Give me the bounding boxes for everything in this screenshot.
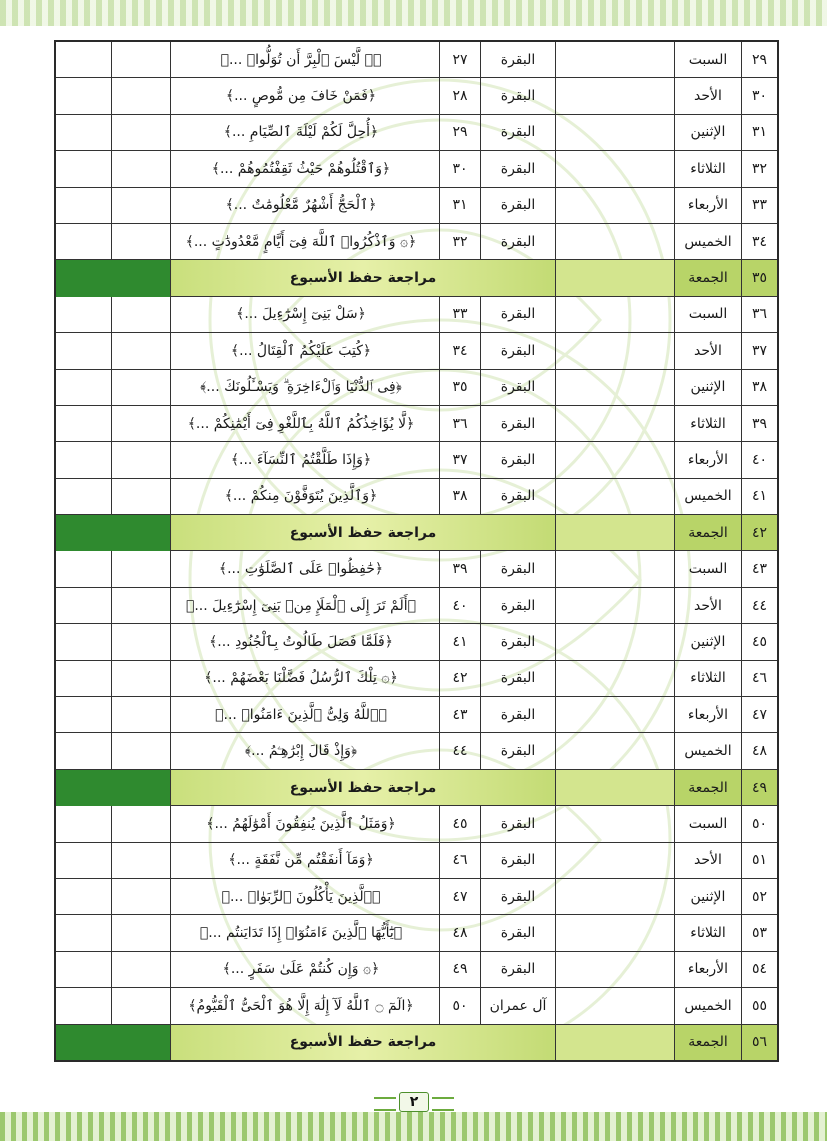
table-row <box>55 405 778 441</box>
check-cell <box>112 697 171 733</box>
notes-cell <box>556 587 675 623</box>
table-row <box>55 223 778 259</box>
check-cell <box>112 769 171 805</box>
verse-start: ﴿وَمَثَلُ ٱلَّذِينَ يُنفِقُونَ أَمْوَٰلَهُمُ ...﴾ <box>171 806 440 842</box>
check-cell <box>55 951 112 987</box>
notes-cell <box>556 769 675 805</box>
check-cell <box>55 624 112 660</box>
surah-name: البقرة <box>481 915 556 951</box>
day-name: الخميس <box>675 988 742 1024</box>
review-row <box>55 1024 778 1061</box>
check-cell <box>112 733 171 769</box>
notes-cell <box>556 915 675 951</box>
row-number: ٥٢ <box>742 878 779 914</box>
check-cell <box>112 842 171 878</box>
row-number: ٤٨ <box>742 733 779 769</box>
page-number: ٢ <box>399 1092 429 1112</box>
row-number: ٤١ <box>742 478 779 514</box>
surah-name: البقرة <box>481 697 556 733</box>
check-cell <box>112 951 171 987</box>
notes-cell <box>556 951 675 987</box>
verse-start: ﴿سَلْ بَنِىٓ إِسْرَٰٓءِيلَ ...﴾ <box>171 296 440 332</box>
check-cell <box>112 442 171 478</box>
check-cell <box>112 478 171 514</box>
verse-start: ﴿۞ تِلْكَ ٱلرُّسُلُ فَضَّلْنَا بَعْضَهُمْ ...﴾ <box>171 660 440 696</box>
notes-cell <box>556 515 675 551</box>
check-cell <box>55 515 112 551</box>
check-cell <box>112 806 171 842</box>
notes-cell <box>556 806 675 842</box>
memorization-schedule-table <box>54 40 779 1062</box>
table-row <box>55 624 778 660</box>
check-cell <box>112 878 171 914</box>
row-number: ٥٠ <box>742 806 779 842</box>
row-number: ٣٠ <box>742 78 779 114</box>
lesson-page: ٣٨ <box>440 478 481 514</box>
lesson-page: ٤٦ <box>440 842 481 878</box>
table-row <box>55 551 778 587</box>
verse-start: ﴿وَإِذْ قَالَ إِبْرَٰهِـۧمُ ...﴾ <box>171 733 440 769</box>
check-cell <box>55 806 112 842</box>
lesson-page: ٤١ <box>440 624 481 660</box>
check-cell <box>55 1024 112 1061</box>
day-name: الأحد <box>675 842 742 878</box>
day-name: الثلاثاء <box>675 405 742 441</box>
table-row <box>55 114 778 150</box>
page-number-badge <box>374 1091 454 1113</box>
check-cell <box>55 733 112 769</box>
check-cell <box>112 296 171 332</box>
verse-start: ﴿أُحِلَّ لَكُمْ لَيْلَةَ ٱلصِّيَامِ ...﴾ <box>171 114 440 150</box>
table-row <box>55 187 778 223</box>
notes-cell <box>556 114 675 150</box>
lesson-page: ٣٣ <box>440 296 481 332</box>
table-row <box>55 41 778 78</box>
row-number: ٣٤ <box>742 223 779 259</box>
day-name: الإثنين <box>675 369 742 405</box>
lesson-page: ٣٦ <box>440 405 481 441</box>
day-name: السبت <box>675 806 742 842</box>
verse-start: ﴿الٓمٓ ۝ ٱللَّهُ لَآ إِلَٰهَ إِلَّا هُوَ ٱلْحَىُّ ٱلْقَيُّومُ﴾ <box>171 988 440 1024</box>
row-number: ٤٢ <box>742 515 779 551</box>
notes-cell <box>556 878 675 914</box>
row-number: ٥٥ <box>742 988 779 1024</box>
lesson-page: ٣٢ <box>440 223 481 259</box>
surah-name: البقرة <box>481 333 556 369</box>
lesson-page: ٤٢ <box>440 660 481 696</box>
notes-cell <box>556 478 675 514</box>
notes-cell <box>556 151 675 187</box>
review-row <box>55 515 778 551</box>
lesson-page: ٥٠ <box>440 988 481 1024</box>
table-row <box>55 478 778 514</box>
table-row <box>55 442 778 478</box>
surah-name: البقرة <box>481 660 556 696</box>
table-row <box>55 842 778 878</box>
table-row <box>55 296 778 332</box>
check-cell <box>112 915 171 951</box>
day-name: الأحد <box>675 78 742 114</box>
day-name: الأحد <box>675 587 742 623</box>
notes-cell <box>556 733 675 769</box>
notes-cell <box>556 551 675 587</box>
table-row <box>55 587 778 623</box>
surah-name: البقرة <box>481 78 556 114</box>
bottom-ornamental-border <box>0 1112 827 1141</box>
day-name: الأربعاء <box>675 442 742 478</box>
check-cell <box>55 296 112 332</box>
day-name: الإثنين <box>675 878 742 914</box>
table-row <box>55 78 778 114</box>
table-row <box>55 697 778 733</box>
check-cell <box>112 369 171 405</box>
check-cell <box>55 151 112 187</box>
row-number: ٣١ <box>742 114 779 150</box>
lesson-page: ٣٤ <box>440 333 481 369</box>
notes-cell <box>556 442 675 478</box>
verse-start: ﴿لَّا يُؤَاخِذُكُمُ ٱللَّهُ بِٱللَّغْوِ فِىٓ أَيْمَٰنِكُمْ ...﴾ <box>171 405 440 441</box>
check-cell <box>55 551 112 587</box>
lesson-page: ٣١ <box>440 187 481 223</box>
day-name: الجمعة <box>675 260 742 296</box>
surah-name: البقرة <box>481 587 556 623</box>
surah-name: البقرة <box>481 187 556 223</box>
row-number: ٤٥ <box>742 624 779 660</box>
verse-start: ﴿ٱللَّهُ وَلِىُّ ٱلَّذِينَ ءَامَنُوا۟ ...﴾ <box>171 697 440 733</box>
notes-cell <box>556 405 675 441</box>
lesson-page: ٤٧ <box>440 878 481 914</box>
check-cell <box>112 260 171 296</box>
verse-start: ﴿فَلَمَّا فَصَلَ طَالُوتُ بِٱلْجُنُودِ ...﴾ <box>171 624 440 660</box>
surah-name: آل عمران <box>481 988 556 1024</box>
lesson-page: ٣٥ <box>440 369 481 405</box>
verse-start: ﴿۞ لَّيْسَ ٱلْبِرَّ أَن تُوَلُّوا۟ ...﴾ <box>171 41 440 78</box>
day-name: الجمعة <box>675 515 742 551</box>
surah-name: البقرة <box>481 114 556 150</box>
check-cell <box>55 333 112 369</box>
verse-start: ﴿فَمَنْ خَافَ مِن مُّوصٍ ...﴾ <box>171 78 440 114</box>
day-name: الجمعة <box>675 1024 742 1061</box>
row-number: ٥٤ <box>742 951 779 987</box>
verse-start: ﴿أَلَمْ تَرَ إِلَى ٱلْمَلَإِ مِنۢ بَنِىٓ إِسْرَٰٓءِيلَ ...﴾ <box>171 587 440 623</box>
surah-name: البقرة <box>481 442 556 478</box>
notes-cell <box>556 333 675 369</box>
day-name: الخميس <box>675 478 742 514</box>
table-row <box>55 660 778 696</box>
row-number: ٥١ <box>742 842 779 878</box>
day-name: الإثنين <box>675 114 742 150</box>
check-cell <box>112 515 171 551</box>
table-row <box>55 151 778 187</box>
row-number: ٤٣ <box>742 551 779 587</box>
day-name: الثلاثاء <box>675 915 742 951</box>
surah-name: البقرة <box>481 296 556 332</box>
row-number: ٥٣ <box>742 915 779 951</box>
row-number: ٣٦ <box>742 296 779 332</box>
row-number: ٣٥ <box>742 260 779 296</box>
surah-name: البقرة <box>481 842 556 878</box>
check-cell <box>112 624 171 660</box>
check-cell <box>112 41 171 78</box>
notes-cell <box>556 296 675 332</box>
surah-name: البقرة <box>481 478 556 514</box>
surah-name: البقرة <box>481 151 556 187</box>
table-row <box>55 988 778 1024</box>
check-cell <box>55 442 112 478</box>
check-cell <box>112 223 171 259</box>
check-cell <box>55 369 112 405</box>
check-cell <box>55 405 112 441</box>
verse-start: ﴿فِى ٱلدُّنْيَا وَٱلْءَاخِرَةِ ۗ وَيَسْـَٔلُونَكَ ...﴾ <box>171 369 440 405</box>
check-cell <box>55 223 112 259</box>
check-cell <box>55 660 112 696</box>
check-cell <box>112 78 171 114</box>
right-ornament-icon <box>432 1097 454 1111</box>
verse-start: ﴿وَإِذَا طَلَّقْتُمُ ٱلنِّسَآءَ ...﴾ <box>171 442 440 478</box>
table-row <box>55 915 778 951</box>
check-cell <box>112 151 171 187</box>
verse-start: ﴿ٱلَّذِينَ يَأْكُلُونَ ٱلرِّبَوٰا۟ ...﴾ <box>171 878 440 914</box>
check-cell <box>55 915 112 951</box>
check-cell <box>112 1024 171 1061</box>
day-name: الثلاثاء <box>675 660 742 696</box>
verse-start: ﴿وَٱلَّذِينَ يُتَوَفَّوْنَ مِنكُمْ ...﴾ <box>171 478 440 514</box>
table-row <box>55 806 778 842</box>
check-cell <box>55 260 112 296</box>
row-number: ٣٢ <box>742 151 779 187</box>
table-row <box>55 369 778 405</box>
row-number: ٣٧ <box>742 333 779 369</box>
table-row <box>55 733 778 769</box>
row-number: ٣٨ <box>742 369 779 405</box>
check-cell <box>55 842 112 878</box>
day-name: السبت <box>675 296 742 332</box>
lesson-page: ٢٨ <box>440 78 481 114</box>
check-cell <box>55 587 112 623</box>
review-label: مراجعة حفظ الأسبوع <box>171 260 556 296</box>
surah-name: البقرة <box>481 369 556 405</box>
review-row <box>55 260 778 296</box>
row-number: ٢٩ <box>742 41 779 78</box>
table-row <box>55 333 778 369</box>
row-number: ٣٩ <box>742 405 779 441</box>
day-name: الأربعاء <box>675 187 742 223</box>
day-name: الخميس <box>675 733 742 769</box>
verse-start: ﴿۞ وَٱذْكُرُوا۟ ٱللَّهَ فِىٓ أَيَّامٍ مَّعْدُودَٰتٍ ...﴾ <box>171 223 440 259</box>
check-cell <box>55 769 112 805</box>
check-cell <box>55 697 112 733</box>
table-row <box>55 951 778 987</box>
check-cell <box>55 878 112 914</box>
lesson-page: ٤٣ <box>440 697 481 733</box>
verse-start: ﴿وَٱقْتُلُوهُمْ حَيْثُ ثَقِفْتُمُوهُمْ ...﴾ <box>171 151 440 187</box>
lesson-page: ٣٧ <box>440 442 481 478</box>
notes-cell <box>556 78 675 114</box>
notes-cell <box>556 260 675 296</box>
verse-start: ﴿ٱلْحَجُّ أَشْهُرٌ مَّعْلُومَٰتٌ ...﴾ <box>171 187 440 223</box>
check-cell <box>112 551 171 587</box>
left-ornament-icon <box>374 1097 396 1111</box>
notes-cell <box>556 41 675 78</box>
surah-name: البقرة <box>481 551 556 587</box>
top-ornamental-border <box>0 0 827 26</box>
notes-cell <box>556 1024 675 1061</box>
check-cell <box>55 988 112 1024</box>
verse-start: ﴿كُتِبَ عَلَيْكُمُ ٱلْقِتَالُ ...﴾ <box>171 333 440 369</box>
check-cell <box>55 478 112 514</box>
lesson-page: ٤٤ <box>440 733 481 769</box>
surah-name: البقرة <box>481 405 556 441</box>
day-name: الأربعاء <box>675 951 742 987</box>
day-name: السبت <box>675 551 742 587</box>
lesson-page: ٤٠ <box>440 587 481 623</box>
lesson-page: ٣٠ <box>440 151 481 187</box>
day-name: السبت <box>675 41 742 78</box>
surah-name: البقرة <box>481 733 556 769</box>
notes-cell <box>556 187 675 223</box>
notes-cell <box>556 842 675 878</box>
row-number: ٣٣ <box>742 187 779 223</box>
notes-cell <box>556 369 675 405</box>
verse-start: ﴿يَٰٓأَيُّهَا ٱلَّذِينَ ءَامَنُوٓا۟ إِذَا تَدَايَنتُم ...﴾ <box>171 915 440 951</box>
lesson-page: ٤٥ <box>440 806 481 842</box>
lesson-page: ٢٩ <box>440 114 481 150</box>
verse-start: ﴿۞ وَإِن كُنتُمْ عَلَىٰ سَفَرٍ ...﴾ <box>171 951 440 987</box>
row-number: ٤٤ <box>742 587 779 623</box>
check-cell <box>112 988 171 1024</box>
day-name: الجمعة <box>675 769 742 805</box>
check-cell <box>112 405 171 441</box>
check-cell <box>112 660 171 696</box>
day-name: الأحد <box>675 333 742 369</box>
verse-start: ﴿حَٰفِظُوا۟ عَلَى ٱلصَّلَوَٰتِ ...﴾ <box>171 551 440 587</box>
check-cell <box>112 587 171 623</box>
row-number: ٤٧ <box>742 697 779 733</box>
surah-name: البقرة <box>481 878 556 914</box>
check-cell <box>112 333 171 369</box>
notes-cell <box>556 624 675 660</box>
check-cell <box>55 114 112 150</box>
notes-cell <box>556 988 675 1024</box>
day-name: الخميس <box>675 223 742 259</box>
verse-start: ﴿وَمَآ أَنفَقْتُم مِّن نَّفَقَةٍ ...﴾ <box>171 842 440 878</box>
notes-cell <box>556 660 675 696</box>
surah-name: البقرة <box>481 223 556 259</box>
check-cell <box>55 78 112 114</box>
check-cell <box>112 187 171 223</box>
day-name: الثلاثاء <box>675 151 742 187</box>
check-cell <box>112 114 171 150</box>
row-number: ٥٦ <box>742 1024 779 1061</box>
day-name: الإثنين <box>675 624 742 660</box>
surah-name: البقرة <box>481 806 556 842</box>
review-label: مراجعة حفظ الأسبوع <box>171 769 556 805</box>
row-number: ٤٦ <box>742 660 779 696</box>
day-name: الأربعاء <box>675 697 742 733</box>
lesson-page: ٣٩ <box>440 551 481 587</box>
lesson-page: ٢٧ <box>440 41 481 78</box>
table-row <box>55 878 778 914</box>
review-label: مراجعة حفظ الأسبوع <box>171 1024 556 1061</box>
surah-name: البقرة <box>481 624 556 660</box>
row-number: ٤٠ <box>742 442 779 478</box>
surah-name: البقرة <box>481 41 556 78</box>
lesson-page: ٤٨ <box>440 915 481 951</box>
check-cell <box>55 187 112 223</box>
lesson-page: ٤٩ <box>440 951 481 987</box>
surah-name: البقرة <box>481 951 556 987</box>
review-row <box>55 769 778 805</box>
notes-cell <box>556 223 675 259</box>
row-number: ٤٩ <box>742 769 779 805</box>
notes-cell <box>556 697 675 733</box>
check-cell <box>55 41 112 78</box>
review-label: مراجعة حفظ الأسبوع <box>171 515 556 551</box>
